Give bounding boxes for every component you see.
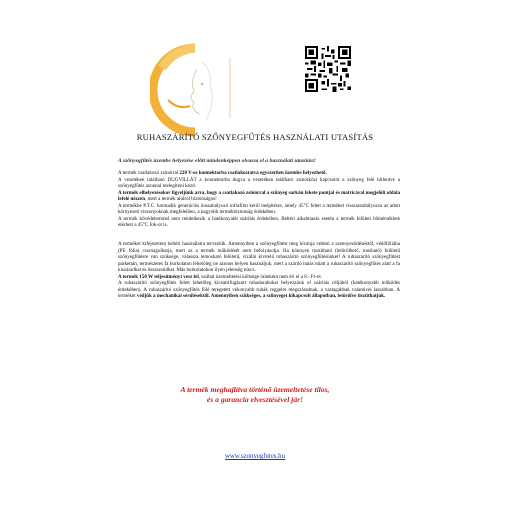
- document-title: RUHASZÁRÍTÓ SZŐNYEGFŰTÉS HASZNÁLATI UTASÍTÁS: [136, 132, 374, 142]
- paragraph: A termék 150 W teljesítményt vesz fel, ezáltal üzemeltetési költsége óránként nem éri el a 8.- Ft-ot.: [118, 273, 323, 280]
- paragraph: A termékbe P.T.C. harmadik generációs önszabályozó infrafilm kerül beépítésre, amely 45°C felett a terméket visszaszabályozza az adott környezeti viszonyoknak megfelelően, a nagyobb termékbiztonság érdekében.: [118, 202, 400, 216]
- qr-code-icon: [305, 46, 351, 92]
- instructions-section-2: [118, 241, 400, 300]
- warning-message: [0, 385, 510, 405]
- paragraph: A termék hővédelemmel nem rendelkezik a hatékonyabb szárítás érdekében. Beltéri alkalmazás esetén a termék felületi hőmérséklete elérheti a 45°C fok-ot is.: [118, 215, 400, 229]
- paragraph: A vezetéken található DUGVILLÁT a konnektorba dugva a vezetéken található zsinórközi kapcsolót a szőnyeg felé billentve a szőnyegfűtés azonnal melegíteni kezd.: [118, 176, 400, 190]
- paragraph: A termék csatlakozó zsinórral 220 V-os konnektorba csatlakoztatva egyszerűen üzembe helyezhető.: [118, 170, 327, 176]
- paragraph: A terméket kifejezetten beltéri használatra terveztük. Amennyiben a szőnyegfűtést meg kívánja védeni a szennyeződésektől, védőfóliába (PE fólia) csomagolhatja, mert az a termék működését nem befolyásolja. Ha könnyen tisztítható (letörölhető, mosható) felületű szőnyegfűtésre van szüksége, válassza lemosható felületű, vízálló kivitelű ruhaszárító szőnyegfűtésünket! A ruhaszárító szőnyegfűtést parkettán, természetes fa burkolaton lehetőleg ne azonos helyen használjuk, mert a szárító hatás miatt a ruhaszárító szőnyegfűtés alatt a fa kiszáradhat és összezsúdhat. Más burkolatokon ilyen jelenség nincs.: [118, 241, 400, 274]
- intro-note: A szőnyegfűtés üzembe helyezése előtt mindenképpen olvassa el a használati utasítást!: [118, 158, 316, 164]
- warning-line-2: és a garancia elvesztésével jár!: [206, 395, 304, 404]
- warning-line-1: A termék meghajlítva történő üzemeltetése tilos,: [180, 385, 330, 394]
- sun-face-logo: [150, 40, 240, 140]
- paragraph: A termék elhelyezésekor figyeljünk arra, hogy a csatlakozó zsinórral a szőnyeg sarkán fekete pontjal és matricával megjelölt oldala lefelé nézzen, mert a termék alulról biztonságos!: [118, 189, 400, 203]
- paragraph: A ruhaszárító szőnyegfűtés felett lehetőleg kiceatrifugázott ruhadarabokat helyezzünk el szárítás céljából (hatékonyabb működés érdekében). A ruhaszárító szőnyegfűtés fölé teregetett vékonyabb ruhák reggelre megszáradnak, a vastagabbak valamivel lassabban. A terméket védjük a mechanikai sérülésektől. Amennyiben szükséges, a szőnyeget kikapcsolt állapotban, letörölve tisztíthatjuk.: [118, 280, 400, 300]
- instructions-section-1: [118, 170, 400, 229]
- website-link[interactable]: www.szonyegfutes.hu: [225, 453, 285, 460]
